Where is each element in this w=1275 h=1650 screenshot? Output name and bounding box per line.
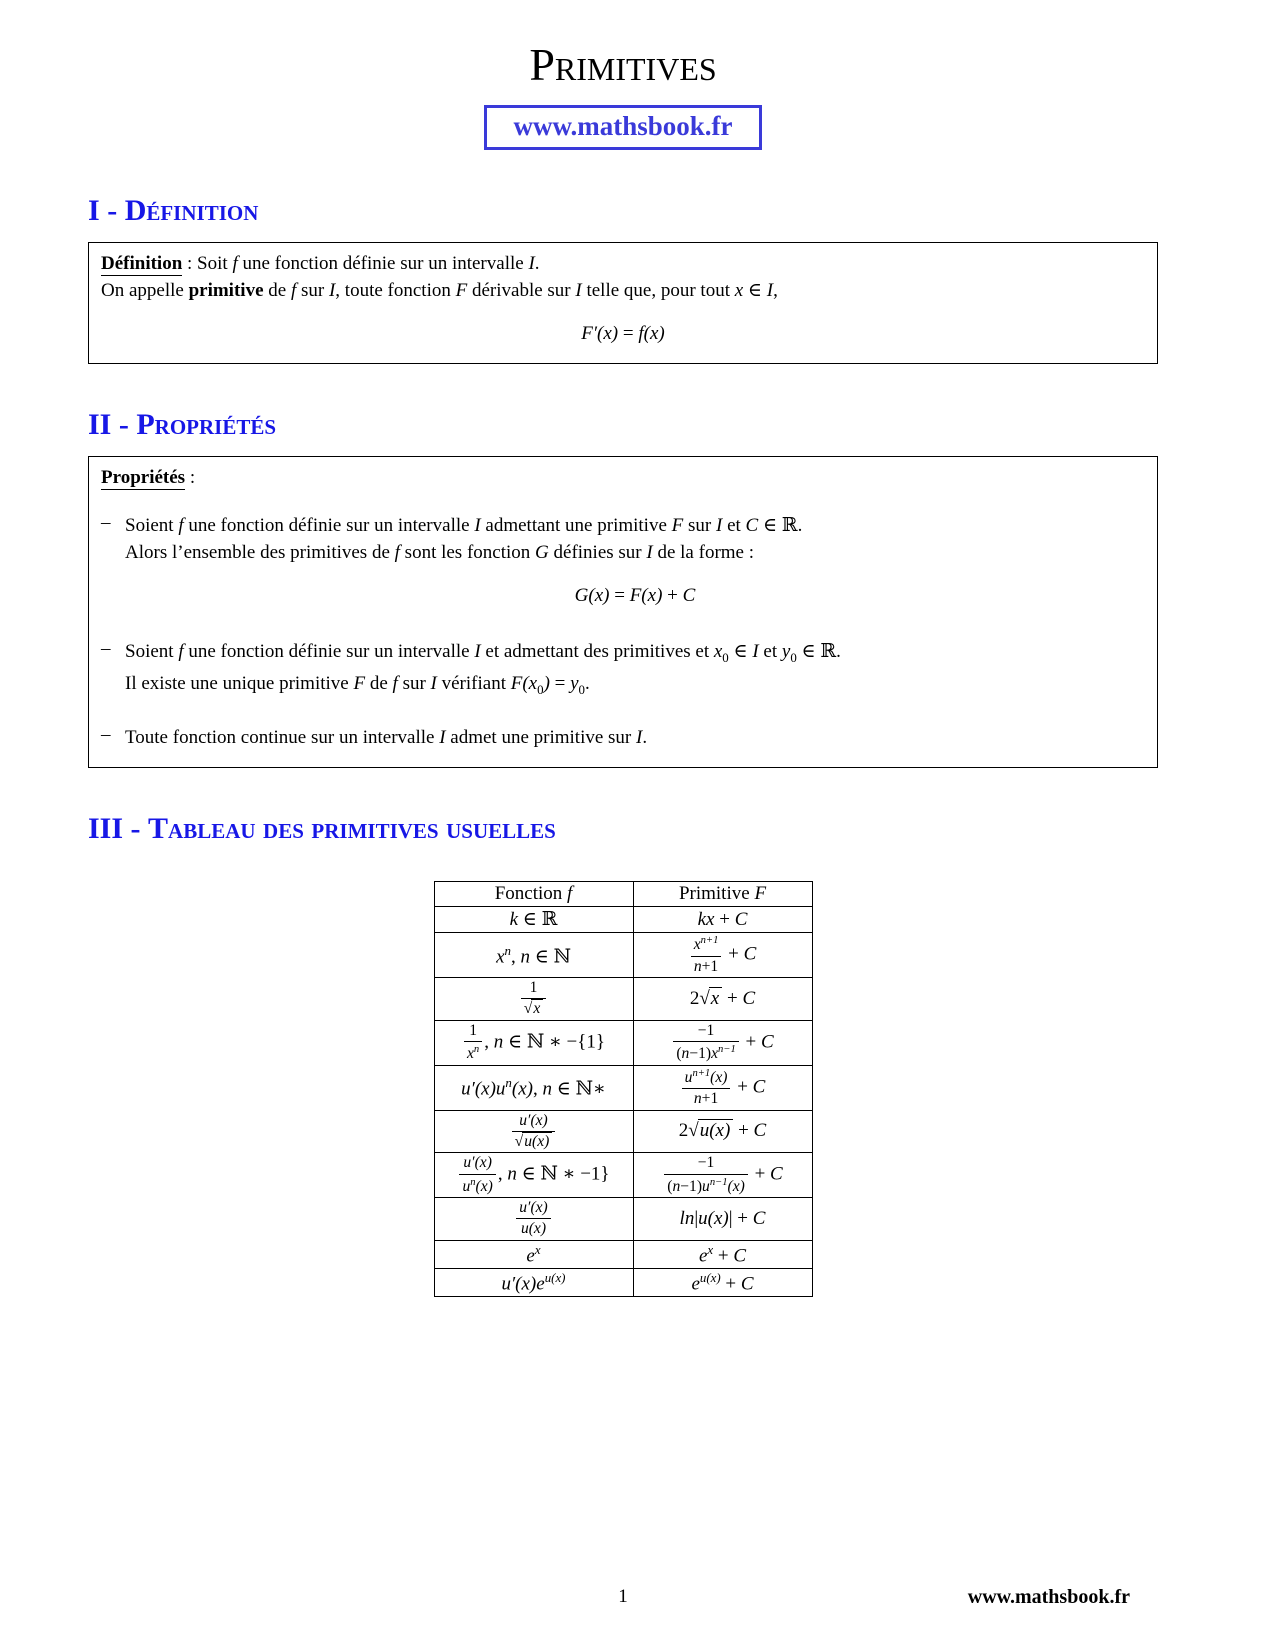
footer-site-link[interactable]: www.mathsbook.fr [967, 1586, 1130, 1608]
bullet-dash: – [101, 637, 111, 659]
page-title: Primitives [529, 39, 717, 90]
fonction-cell: $u'(x)e^{u(x)}$ [434, 1269, 633, 1297]
table-row [434, 1240, 812, 1268]
table-header-primitive: Primitive F [633, 882, 812, 907]
section-number: I [88, 193, 100, 227]
primitive-cell: $e^{u(x)} + C$ [633, 1269, 812, 1297]
property-line: Soient f une fonction définie sur un intervalle I admettant une primitive F sur I et C ∈ ℝ. [125, 514, 803, 536]
property-item [101, 724, 1145, 751]
primitive-cell: $\frac{u^{n+1}(x)}{n+1}$ + C [633, 1065, 812, 1110]
table-row [434, 1153, 812, 1198]
fonction-cell: $\frac{u'(x)}{u^n(x)}$ , n ∈ ℕ ∗ −1} [434, 1153, 633, 1198]
primitive-cell: $\frac{-1}{(n-1)u^{n-1}(x)}$ + C [633, 1153, 812, 1198]
section-number: III [88, 812, 124, 846]
document-page [88, 0, 1158, 1297]
table-row [434, 1020, 812, 1065]
page-number: 1 [618, 1586, 628, 1607]
table-row [434, 1269, 812, 1297]
primitive-cell: $\frac{x^{n+1}}{n+1}$ + C [633, 933, 812, 978]
fonction-cell: $u'(x)u^n(x)$, n ∈ ℕ∗ [434, 1065, 633, 1110]
fonction-cell: k ∈ ℝ [434, 907, 633, 933]
table-row [434, 907, 812, 933]
primitive-cell: 2√x + C [633, 978, 812, 1021]
primitive-cell: 2√u(x) + C [633, 1110, 812, 1153]
table-row [434, 933, 812, 978]
section-heading-table [88, 812, 1158, 845]
definition-line-1: Définition : Soit f une fonction définie sur un intervalle I. [101, 252, 540, 274]
section-heading-definition [88, 194, 1158, 227]
definition-formula: F′(x) = f(x) [581, 322, 665, 344]
primitive-cell: kx + C [633, 907, 812, 933]
section-title: Définition [124, 193, 259, 227]
table-row [434, 978, 812, 1021]
section-number: II [88, 407, 112, 441]
fonction-cell: $\frac{1}{√x}$ [434, 978, 633, 1021]
fonction-cell: $\frac{u'(x)}{u(x)}$ [434, 1198, 633, 1241]
table-row [434, 1198, 812, 1241]
fonction-cell: $\frac{1}{x^n}$ , n ∈ ℕ ∗ −{1} [434, 1020, 633, 1065]
definition-line-2: On appelle primitive de f sur I, toute fonction F dérivable sur I telle que, pour tout x ∈ I, [101, 279, 778, 301]
sqrt-radical-symbol: √ [688, 1120, 699, 1142]
bullet-dash: – [101, 511, 111, 533]
property-line: Soient f une fonction définie sur un intervalle I et admettant des primitives et $x_0$ ∈ I et $y_0$ ∈ ℝ. [125, 640, 841, 665]
section-title: Propriétés [136, 407, 277, 441]
section-dash: - [130, 812, 141, 846]
primitive-cell: $e^x + C$ [633, 1240, 812, 1268]
properties-box [88, 456, 1158, 769]
table-row [434, 1110, 812, 1153]
section-dash: - [107, 193, 118, 227]
property-formula: G(x) = F(x) + C [574, 584, 696, 606]
property-line: Toute fonction continue sur un intervalle I admet une primitive sur I. [125, 727, 648, 749]
sqrt-radical-symbol: √ [699, 987, 710, 1009]
fonction-cell: $\frac{u'(x)}{√u(x)}$ [434, 1110, 633, 1153]
table-row [434, 1065, 812, 1110]
sqrt-radical-symbol: √ [514, 1132, 524, 1150]
page-footer [88, 1586, 1158, 1616]
mathsbook-badge-link[interactable]: www.mathsbook.fr [484, 105, 761, 150]
properties-label: Propriétés : [101, 466, 196, 488]
property-item [101, 512, 1145, 617]
primitives-table [434, 881, 813, 1297]
definition-box [88, 242, 1158, 364]
bullet-dash: – [101, 724, 111, 746]
primitive-cell: ln|u(x)| + C [633, 1198, 812, 1241]
table-header-fonction: Fonction f [434, 882, 633, 907]
property-line: Alors l’ensemble des primitives de f sont les fonction G définies sur I de la forme : [125, 541, 755, 563]
primitive-cell: $\frac{-1}{(n-1)x^{n-1}}$ + C [633, 1020, 812, 1065]
fonction-cell: $e^x$ [434, 1240, 633, 1268]
table-header-row [434, 882, 812, 907]
property-line: Il existe une unique primitive F de f sur I vérifiant $F(x_0) = y_0$. [125, 673, 590, 698]
property-item [101, 638, 1145, 704]
section-heading-properties [88, 408, 1158, 441]
section-title: Tableau des primitives usuelles [148, 812, 556, 846]
sqrt-radical-symbol: √ [523, 1000, 533, 1018]
section-dash: - [118, 407, 129, 441]
fonction-cell: $x^n$, n ∈ ℕ [434, 933, 633, 978]
